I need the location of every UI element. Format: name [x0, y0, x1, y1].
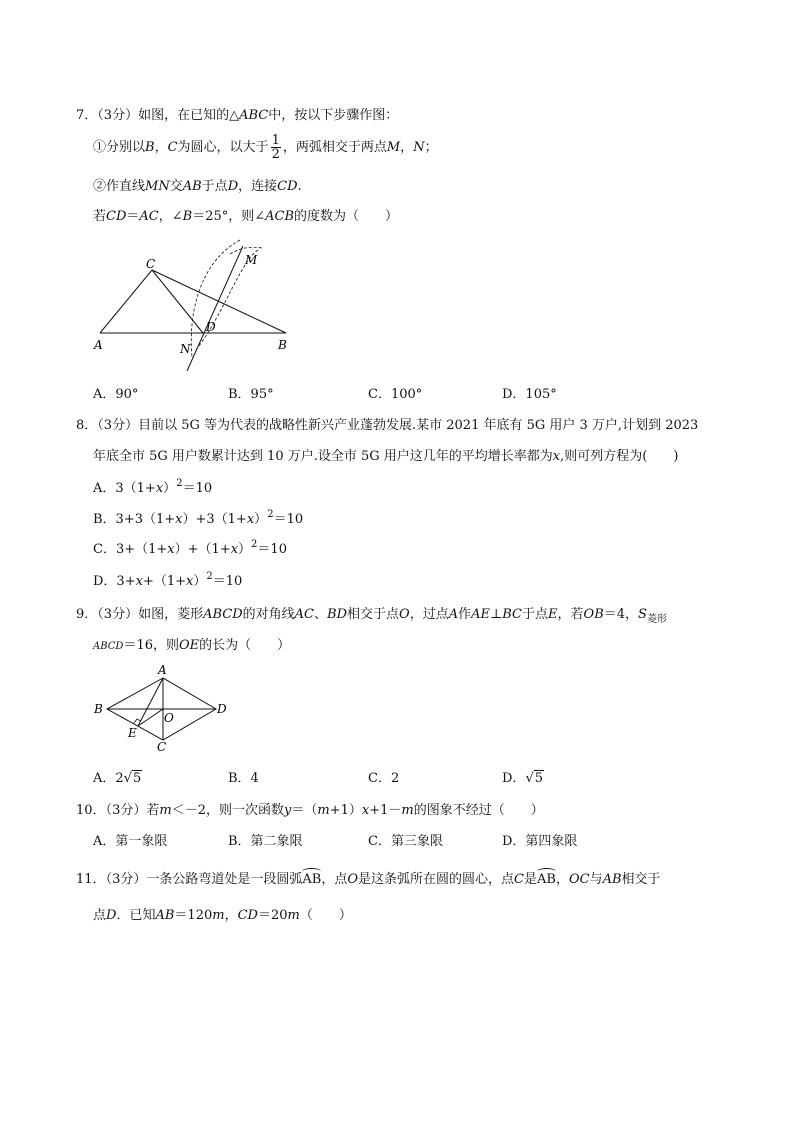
q7-question: 若CD＝AC，∠B＝25°，则∠ACB的度数为（ ）	[93, 209, 399, 224]
q9-option-a[interactable]: A．2√5	[93, 771, 142, 786]
segment-cd	[152, 270, 203, 333]
segment-ac	[100, 270, 152, 333]
label-b: B	[94, 702, 103, 716]
q7-step2: ②作直线MN交AB于点D，连接CD.	[93, 179, 302, 194]
q8-option-a[interactable]: A．$3(1+x)^2=10$	[93, 478, 213, 496]
q8-option-d[interactable]: D．$3+x+(1+x)^2=10$	[93, 571, 243, 589]
arc-ab: AB	[536, 872, 556, 887]
q11-stem-line2: 点D．已知AB＝120m，CD＝20m（ ）	[93, 908, 352, 923]
q9-option-d[interactable]: D．√5	[502, 771, 544, 786]
segment-oe	[138, 709, 163, 726]
label-n: N	[180, 342, 191, 356]
q7-step1: ①分别以B，C为圆心，以大于 $\frac{1}{2}$ ，两弧相交于两点M，N；	[93, 133, 438, 162]
label-a: A	[158, 663, 167, 677]
label-d: D	[206, 320, 216, 334]
sqrt-symbol: √5	[123, 771, 142, 786]
fraction-one-half: $\frac{1}{2}$	[271, 133, 280, 162]
q7-option-a[interactable]: A．90°	[93, 387, 139, 402]
q11-stem-line1: 11．（3分）一条公路弯道处是一段圆弧AB，点O是这条弧所在圆的圆心，点C是AB，OC与AB相交于	[76, 872, 661, 887]
q8-option-c[interactable]: C．$3+(1+x)+(1+x)^2=10$	[93, 539, 287, 557]
q9-stem-line1: 9．（3分）如图，菱形ABCD的对角线AC、BD相交于点O，过点A作AE⊥BC于点E，若OB＝4，$S_{菱形}$	[76, 607, 667, 625]
q7-option-b[interactable]: B．95°	[228, 387, 274, 402]
q10-option-c[interactable]: C．第三象限	[368, 834, 443, 849]
q8-stem-line2: 年底全市 5G 用户数累计达到 10 万户.设全市 5G 用户这几年的平均增长率都为x,则可列方程为( )	[93, 449, 679, 464]
q8-stem-line1: 8．（3分）目前以 5G 等为代表的战略性新兴产业蓬勃发展.某市 2021 年底有 5G 用户 3 万户,计划到 2023	[76, 418, 699, 433]
label-c: C	[146, 257, 156, 271]
label-b: B	[278, 338, 287, 352]
label-e: E	[128, 726, 137, 740]
label-m: M	[245, 253, 258, 267]
q9-figure	[90, 660, 240, 755]
label-a: A	[94, 338, 103, 352]
q7-option-d[interactable]: D．105°	[502, 387, 557, 402]
q7-stem: 7．（3分）如图，在已知的△ABC中，按以下步骤作图：	[76, 108, 399, 123]
q10-option-d[interactable]: D．第四象限	[502, 834, 578, 849]
segment-cb	[152, 270, 286, 333]
q9-option-c[interactable]: C．2	[368, 771, 400, 786]
arc-ab: AB	[302, 872, 322, 887]
label-o: O	[164, 711, 174, 725]
q10-option-a[interactable]: A．第一象限	[93, 834, 168, 849]
q10-option-b[interactable]: B．第二象限	[228, 834, 303, 849]
sqrt-symbol: √5	[525, 771, 544, 786]
label-d: D	[217, 702, 227, 716]
label-c: C	[157, 740, 167, 754]
q9-option-b[interactable]: B．4	[228, 771, 259, 786]
arc-from-b	[191, 240, 240, 357]
q9-stem-line2: ABCD＝16，则OE的长为（ ）	[93, 638, 291, 653]
q7-figure	[90, 232, 300, 377]
q10-stem: 10．（3分）若m＜－2，则一次函数y＝（m+1）x+1－m的图象不经过（ ）	[76, 803, 544, 818]
q8-option-b[interactable]: B．$3+3(1+x)+3(1+x)^2=10$	[93, 509, 304, 527]
q7-option-c[interactable]: C．100°	[368, 387, 423, 402]
